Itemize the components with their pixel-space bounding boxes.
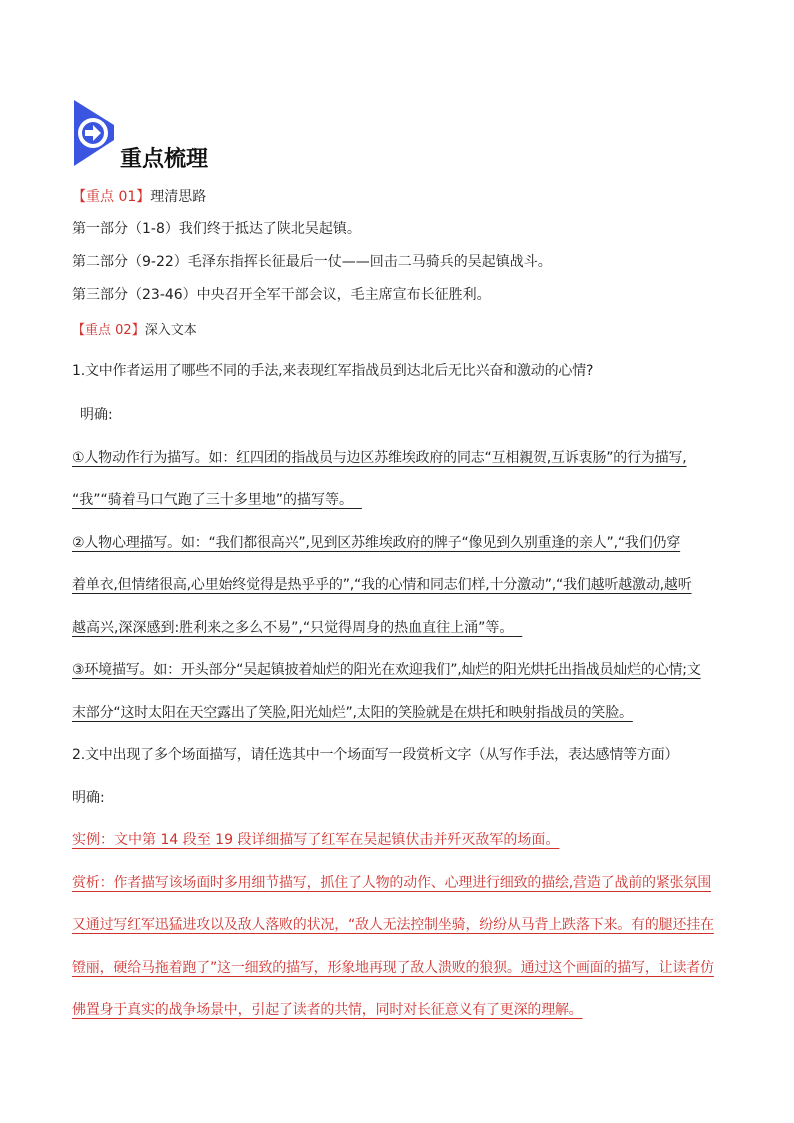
bracket-open: 【	[72, 323, 86, 338]
answer-line: ②人物心理描写。如：“我们都很高兴”,见到区苏维埃政府的牌子“像见到久别重逢的亲人”,“我们仍穿	[72, 535, 681, 551]
part-line-2: 第二部分（9-22）毛泽东指挥长征最后一仗——回击二马骑兵的吴起镇战斗。	[72, 254, 552, 270]
key-point-label: 重点 01	[86, 189, 137, 205]
question-2: 2.文中出现了多个场面描写，请任选其中一个场面写一段赏析文字（从写作手法，表达感情等方面）	[72, 747, 679, 763]
answer-line	[72, 617, 522, 637]
answer-text: 越高兴,深深感到:胜利来之多么不易”,“只觉得周身的热血直往上涌”等。	[72, 620, 514, 636]
bracket-close: 】	[136, 189, 151, 205]
appreciation-line: 镫丽，硬给马拖着跑了”这一细致的描写，形象地再现了敌人溃败的狼狈。通过这个画面的描写，让读者仿	[72, 960, 714, 976]
part-line-1: 第一部分（1-8）我们终于抵达了陕北吴起镇。	[72, 221, 361, 237]
appreciation-line: 佛置身于真实的战争场景中，引起了读者的共情，同时对长征意义有了更深的理解。	[72, 1002, 583, 1018]
answer-label-1: 明确:	[80, 407, 113, 423]
answer-text: “我”“骑着马口气跑了三十多里地”的描写等。	[72, 492, 354, 508]
key-point-title: 深入文本	[144, 323, 197, 338]
appreciation-line: 赏析：作者描写该场面时多用细节描写，抓住了人物的动作、心理进行细致的描绘,营造了战前的紧张氛围	[72, 875, 712, 891]
key-point-heading-1	[72, 186, 206, 206]
part-line-3: 第三部分（23-46）中央召开全军干部会议，毛主席宣布长征胜利。	[72, 287, 491, 303]
bracket-open: 【	[72, 189, 86, 205]
question-1: 1.文中作者运用了哪些不同的手法,来表现红军指战员到达北后无比兴奋和激动的心情?	[72, 363, 594, 379]
bracket-close: 】	[131, 323, 145, 338]
key-point-label: 重点 02	[85, 323, 132, 338]
answer-line: ③环境描写。如：开头部分“吴起镇披着灿烂的阳光在欢迎我们”,灿烂的阳光烘托出指战员灿烂的心情;文	[72, 662, 701, 678]
answer-label-2: 明确:	[72, 790, 105, 806]
appreciation-line: 又通过写红军迅猛进攻以及敌人落败的状况，“敌人无法控制坐骑，纷纷从马背上跌落下来。有的腿还挂在	[72, 917, 714, 933]
example-line: 实例：文中第 14 段至 19 段详细描写了红军在吴起镇伏击并歼灭敌军的场面。	[72, 832, 560, 848]
arrow-right-circle-icon	[70, 100, 118, 166]
key-point-title: 理清思路	[150, 189, 207, 205]
key-point-heading-2	[72, 319, 197, 338]
answer-line: 着单衣,但情绪很高,心里始终觉得是热乎乎的”,“我的心情和同志们样,十分激动”,“我们越听越激动,越听	[72, 577, 692, 593]
answer-line: 末部分“这时太阳在天空露出了笑脸,阳光灿烂”,太阳的笑脸就是在烘托和映射指战员的笑脸。	[72, 705, 633, 721]
answer-line	[72, 489, 362, 509]
section-title: 重点梳理	[120, 146, 209, 172]
answer-line: ①人物动作行为描写。如：红四团的指战员与边区苏维埃政府的同志“互相親贺,互诉衷肠”的行为描写,	[72, 450, 687, 466]
